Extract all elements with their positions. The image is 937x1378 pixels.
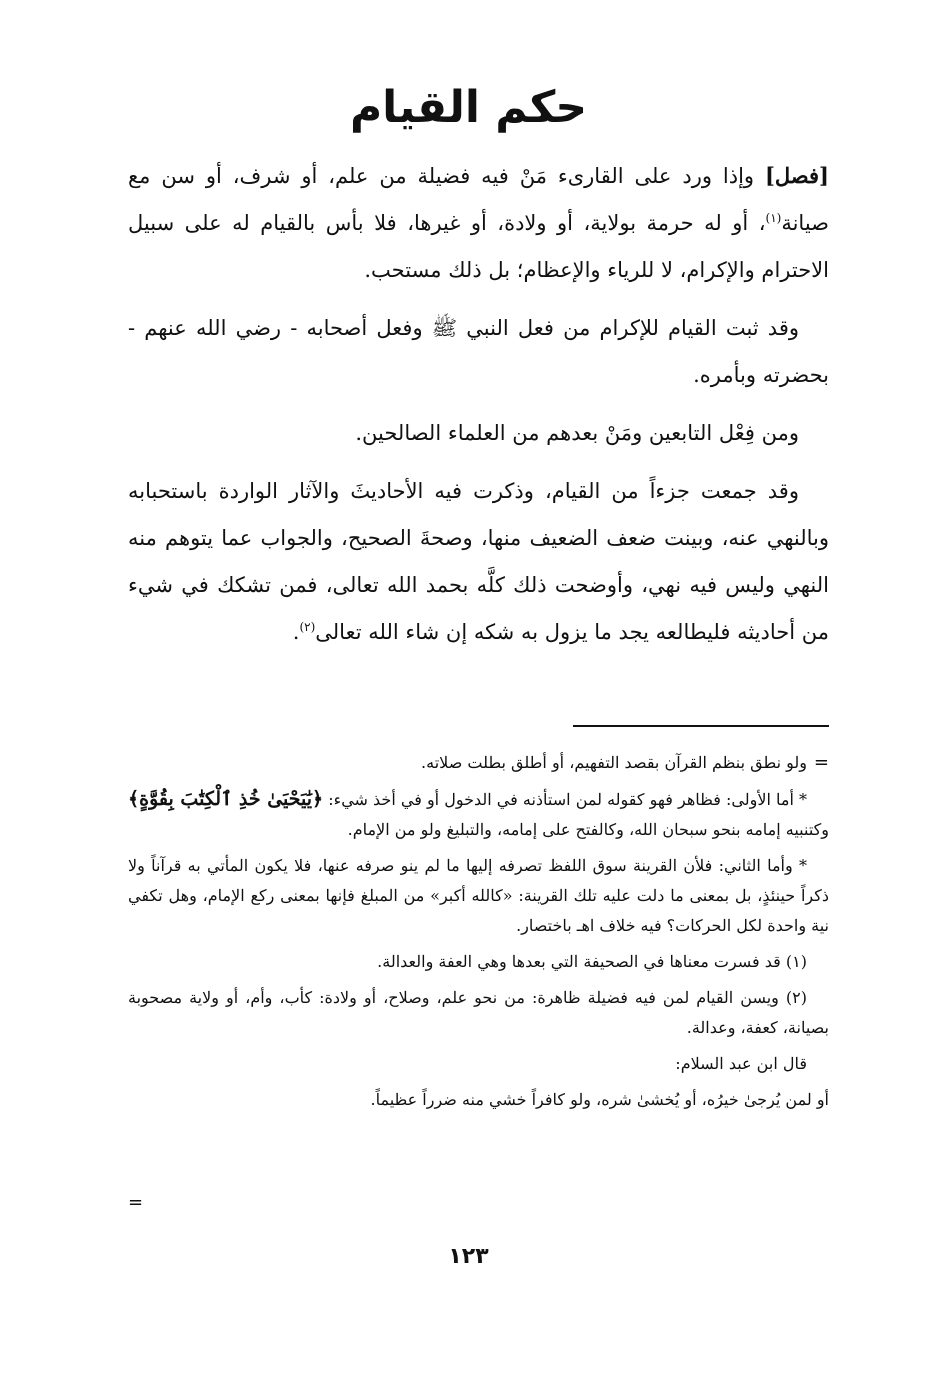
quran-quote: ﴿يَٰيَحْيَىٰ خُذِ ٱلْكِتَٰبَ بِقُوَّةٍ﴾ (128, 788, 324, 810)
note-second-point: * وأما الثاني: فلأن القرينة سوق اللفظ تصرفه إليها ما لم ينو صرفه عنها، فلا يكون المأتي به قرآناً ولا ذكراً حينئذٍ، بل بمعنى ما دلت عليه تلك القرينة: «كالله أكبر» من المبلغ فإنها بمعنى ركع الإمام، وهل تكفي نية واحدة لكل الحركات؟ فيه خلاف اهـ باختصار. (128, 856, 829, 935)
continuation-mark-top: = (813, 752, 829, 773)
footnote-ref-2: (٢) (299, 620, 316, 634)
note-continuation: ولو نطق بنظم القرآن بقصد التفهيم، أو أطلق بطلت صلاته. (421, 753, 807, 772)
paragraph-1-text-b: ، أو له حرمة بولاية، أو ولادة، أو غيرها، فلا بأس بالقيام له على سبيل الاحترام والإكرام، لا للرياء والإعظام؛ بل ذلك مستحب. (128, 211, 829, 282)
paragraph-4-end: . (292, 620, 300, 644)
note-first-point (128, 784, 829, 845)
note-first-point-b: وكتنبيه إمامه بنحو سبحان الله، وكالفتح على إمامه، والتبليغ ولو من الإمام. (347, 820, 829, 839)
footnotes (128, 748, 829, 1121)
paragraph-2: وقد ثبت القيام للإكرام من فعل النبي ﷺ وفعل أصحابه - رضي الله عنهم - بحضرته وبأمره. (128, 316, 829, 387)
footnote-separator (573, 725, 829, 727)
paragraph-1-text-a: وإذا ورد على القارىء مَنْ فيه فضيلة من علم، أو شرف، أو سن مع صيانة (128, 164, 829, 235)
footnote-2-quote-intro: قال ابن عبد السلام: (675, 1054, 807, 1073)
footnote-2: (٢) ويسن القيام لمن فيه فضيلة ظاهرة: من نحو علم، وصلاح، أو ولادة: كأب، وأم، أو ولاية مصحوبة بصيانة، كعفة، وعدالة. (128, 988, 829, 1037)
continuation-mark-bottom: = (128, 1192, 144, 1213)
page-number: ١٢٣ (448, 1244, 489, 1269)
paragraph-3: ومن فِعْل التابعين ومَنْ بعدهم من العلماء الصالحين. (355, 421, 799, 445)
paragraph-4-text: وقد جمعت جزءاً من القيام، وذكرت فيه الأحاديثَ والآثار الواردة باستحبابه وبالنهي عنه، وبينت ضعف الضعيف منها، وصحةَ الصحيح، والجواب عما يتوهم منه النهي وليس فيه نهي، وأوضحت ذلك كلَّه بحمد الله تعالى، فمن تشكك في شيء من أحاديثه فليطالعه يجد ما يزول به شكه إن شاء الله تعالى (128, 479, 829, 644)
footnote-2-quote: أو لمن يُرجىٰ خيرُه، أو يُخشىٰ شره، ولو كافراً خشي منه ضرراً عظيماً. (370, 1090, 829, 1109)
footnote-1: (١) قد فسرت معناها في الصحيفة التي بعدها وهي العفة والعدالة. (377, 952, 807, 971)
note-first-point-a: * أما الأولى: فظاهر فهو كقوله لمن استأذنه في الدخول أو في أخذ شيء: (323, 790, 807, 809)
paragraph-4 (128, 468, 829, 656)
page-title: حكم القيام (349, 82, 588, 133)
main-text (128, 152, 829, 667)
paragraph-1 (128, 152, 829, 294)
footnote-ref-1: (١) (765, 211, 782, 225)
section-label: [فصل] (764, 163, 829, 188)
